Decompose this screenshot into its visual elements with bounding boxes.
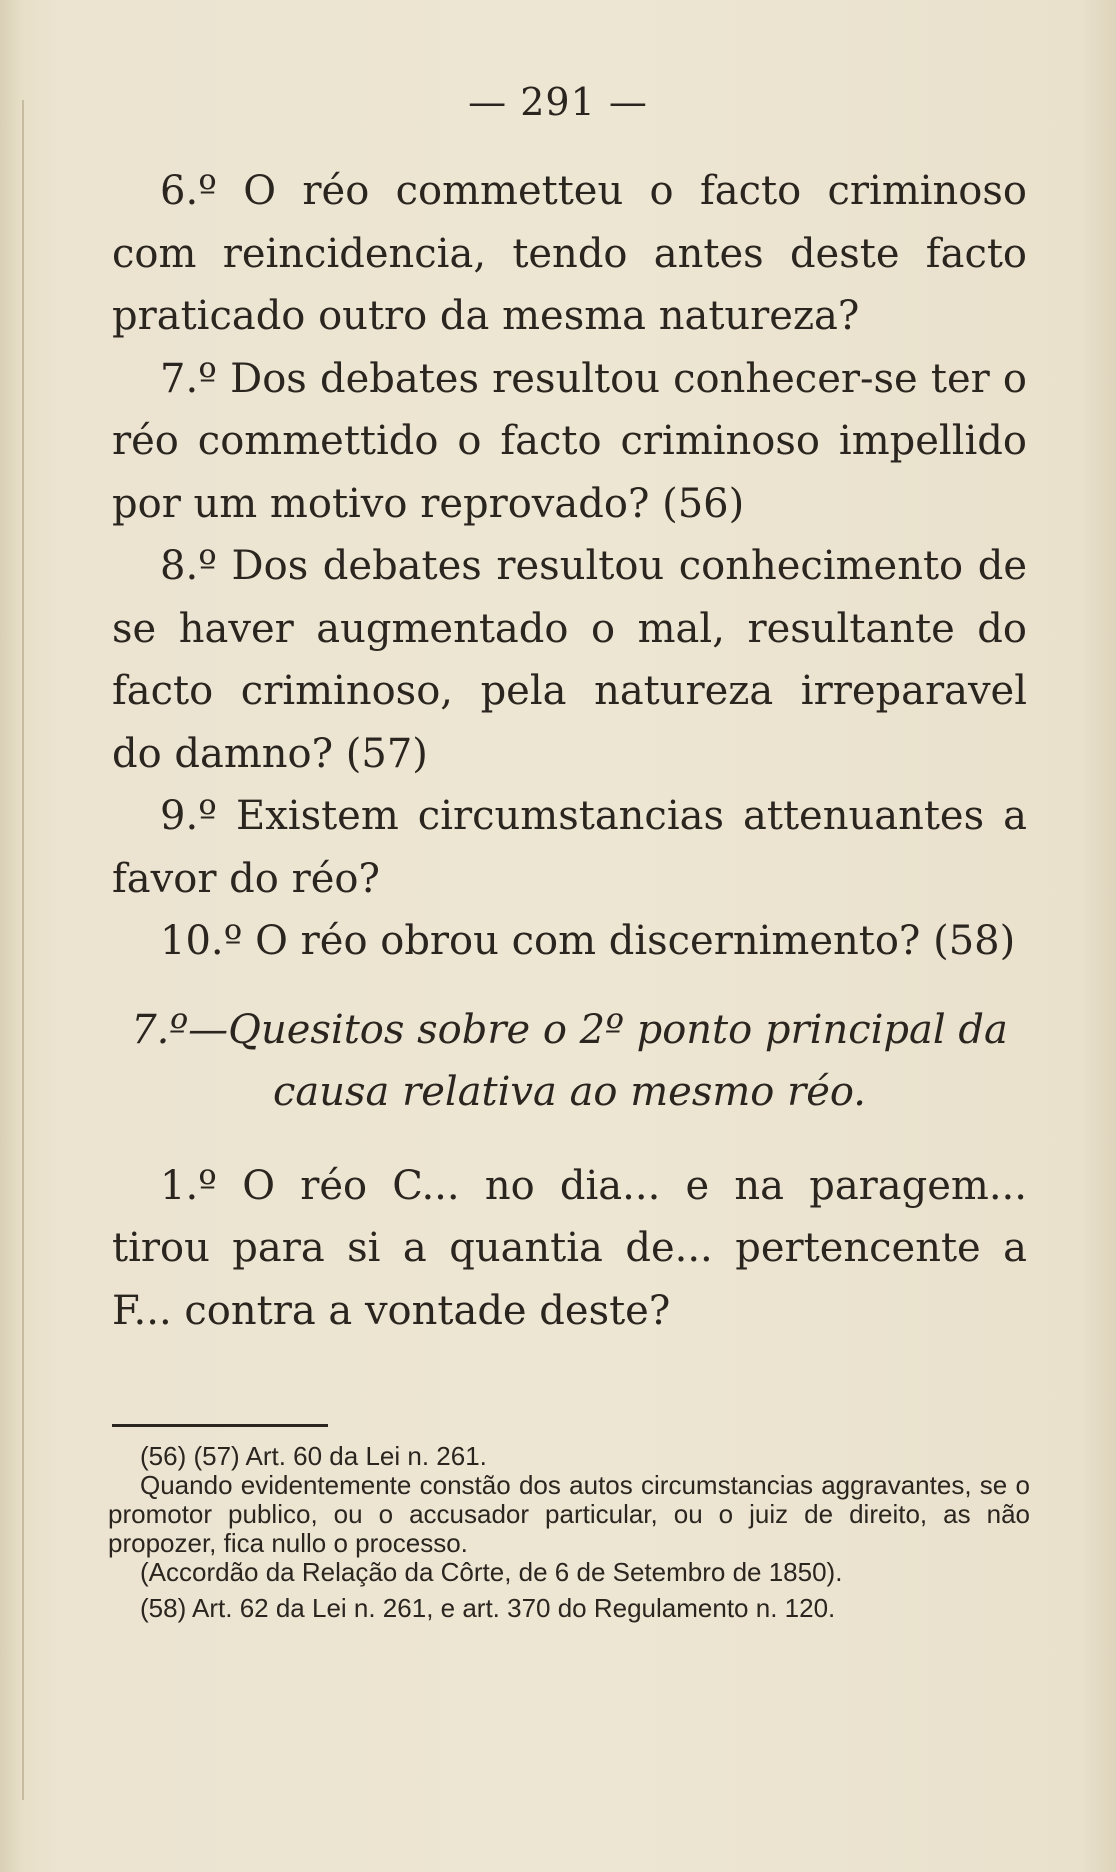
page-number: — 291 —: [468, 80, 648, 124]
body-text: [112, 160, 1027, 1342]
section-heading-line-2: causa relativa ao mesmo réo.: [273, 1068, 866, 1115]
section-heading-line-1: 7.º—Quesitos sobre o 2º ponto principal da: [131, 1006, 1008, 1053]
footnote-accordao: (Accordão da Relação da Côrte, de 6 de Setembro de 1850).: [140, 1557, 843, 1587]
page-edge-line: [22, 100, 24, 1800]
section-heading: [112, 999, 1027, 1123]
question-8: 8.º Dos debates resultou conhecimento de se haver augmentado o mal, resultante do facto criminoso, pela natureza irreparavel do damno? (57): [112, 543, 1027, 777]
footnotes: [108, 1442, 1030, 1623]
footnote-body: Quando evidentemente constão dos autos circumstancias aggravantes, se o promotor publico, ou o accusador particular, ou o juiz de direito, as não propozer, fica nullo o processo.: [108, 1470, 1030, 1558]
question-9: 9.º Existem circumstancias attenuantes a favor do réo?: [112, 793, 1027, 902]
footnote-56-57: (56) (57) Art. 60 da Lei n. 261.: [140, 1441, 487, 1471]
footnote-divider: [112, 1424, 328, 1427]
question-1-second-point: 1.º O réo C... no dia... e na paragem... tirou para si a quantia de... pertencente a F... contra a vontade deste?: [112, 1162, 1027, 1334]
footnote-58: (58) Art. 62 da Lei n. 261, e art. 370 do Regulamento n. 120.: [140, 1593, 836, 1623]
question-10: 10.º O réo obrou com discernimento? (58): [160, 918, 1016, 964]
question-7: 7.º Dos debates resultou conhecer-se ter o réo commettido o facto criminoso impellido por um motivo reprovado? (56): [112, 355, 1027, 527]
question-6: 6.º O réo commetteu o facto criminoso com reincidencia, tendo antes deste facto praticado outro da mesma natureza?: [112, 168, 1027, 339]
